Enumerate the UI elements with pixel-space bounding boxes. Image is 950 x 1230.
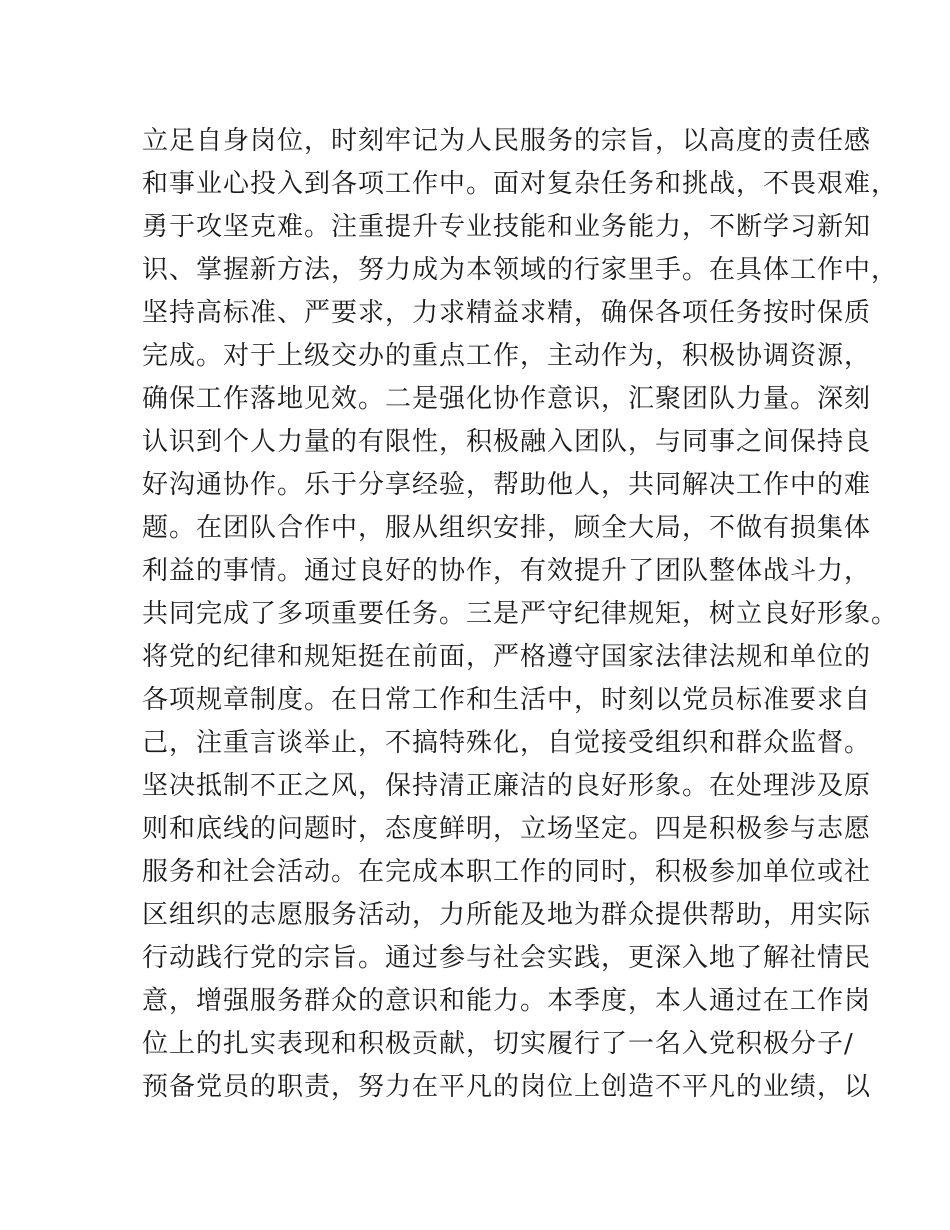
text-line-4: 识、掌握新方法，努力成为本领域的行家里手。在具体工作中， xyxy=(142,255,899,285)
text-line-16: 坚决抵制不正之风，保持清正廉洁的良好形象。在处理涉及原 xyxy=(142,771,872,801)
text-line-18: 服务和社会活动。在完成本职工作的同时，积极参加单位或社 xyxy=(142,857,872,887)
text-line-7: 确保工作落地见效。二是强化协作意识，汇聚团队力量。深刻 xyxy=(142,384,872,414)
text-line-14: 各项规章制度。在日常工作和生活中，时刻以党员标准要求自 xyxy=(142,685,872,715)
text-line-11: 利益的事情。通过良好的协作，有效提升了团队整体战斗力， xyxy=(142,556,872,586)
text-line-22: 位上的扎实表现和积极贡献，切实履行了一名入党积极分子/ xyxy=(142,1029,854,1059)
text-line-5: 坚持高标准、严要求，力求精益求精，确保各项任务按时保质 xyxy=(142,298,872,328)
text-line-13: 将党的纪律和规矩挺在前面，严格遵守国家法律法规和单位的 xyxy=(142,642,872,672)
text-line-20: 行动践行党的宗旨。通过参与社会实践，更深入地了解社情民 xyxy=(142,943,872,973)
text-line-2: 和事业心投入到各项工作中。面对复杂任务和挑战，不畏艰难， xyxy=(142,169,899,199)
text-line-6: 完成。对于上级交办的重点工作，主动作为，积极协调资源， xyxy=(142,341,872,371)
text-line-21: 意，增强服务群众的意识和能力。本季度，本人通过在工作岗 xyxy=(142,986,872,1016)
text-line-10: 题。在团队合作中，服从组织安排，顾全大局，不做有损集体 xyxy=(142,513,872,543)
text-line-15: 己，注重言谈举止，不搞特殊化，自觉接受组织和群众监督。 xyxy=(142,728,872,758)
text-line-23: 预备党员的职责，努力在平凡的岗位上创造不平凡的业绩，以 xyxy=(142,1072,872,1102)
text-line-1: 立足自身岗位，时刻牢记为人民服务的宗旨，以高度的责任感 xyxy=(142,126,872,156)
text-line-19: 区组织的志愿服务活动，力所能及地为群众提供帮助，用实际 xyxy=(142,900,872,930)
text-line-8: 认识到个人力量的有限性，积极融入团队，与同事之间保持良 xyxy=(142,427,872,457)
text-line-9: 好沟通协作。乐于分享经验，帮助他人，共同解决工作中的难 xyxy=(142,470,872,500)
text-line-3: 勇于攻坚克难。注重提升专业技能和业务能力，不断学习新知 xyxy=(142,212,872,242)
body-text xyxy=(142,120,899,1109)
text-line-17: 则和底线的问题时，态度鲜明，立场坚定。四是积极参与志愿 xyxy=(142,814,872,844)
text-line-12: 共同完成了多项重要任务。三是严守纪律规矩，树立良好形象。 xyxy=(142,599,899,629)
